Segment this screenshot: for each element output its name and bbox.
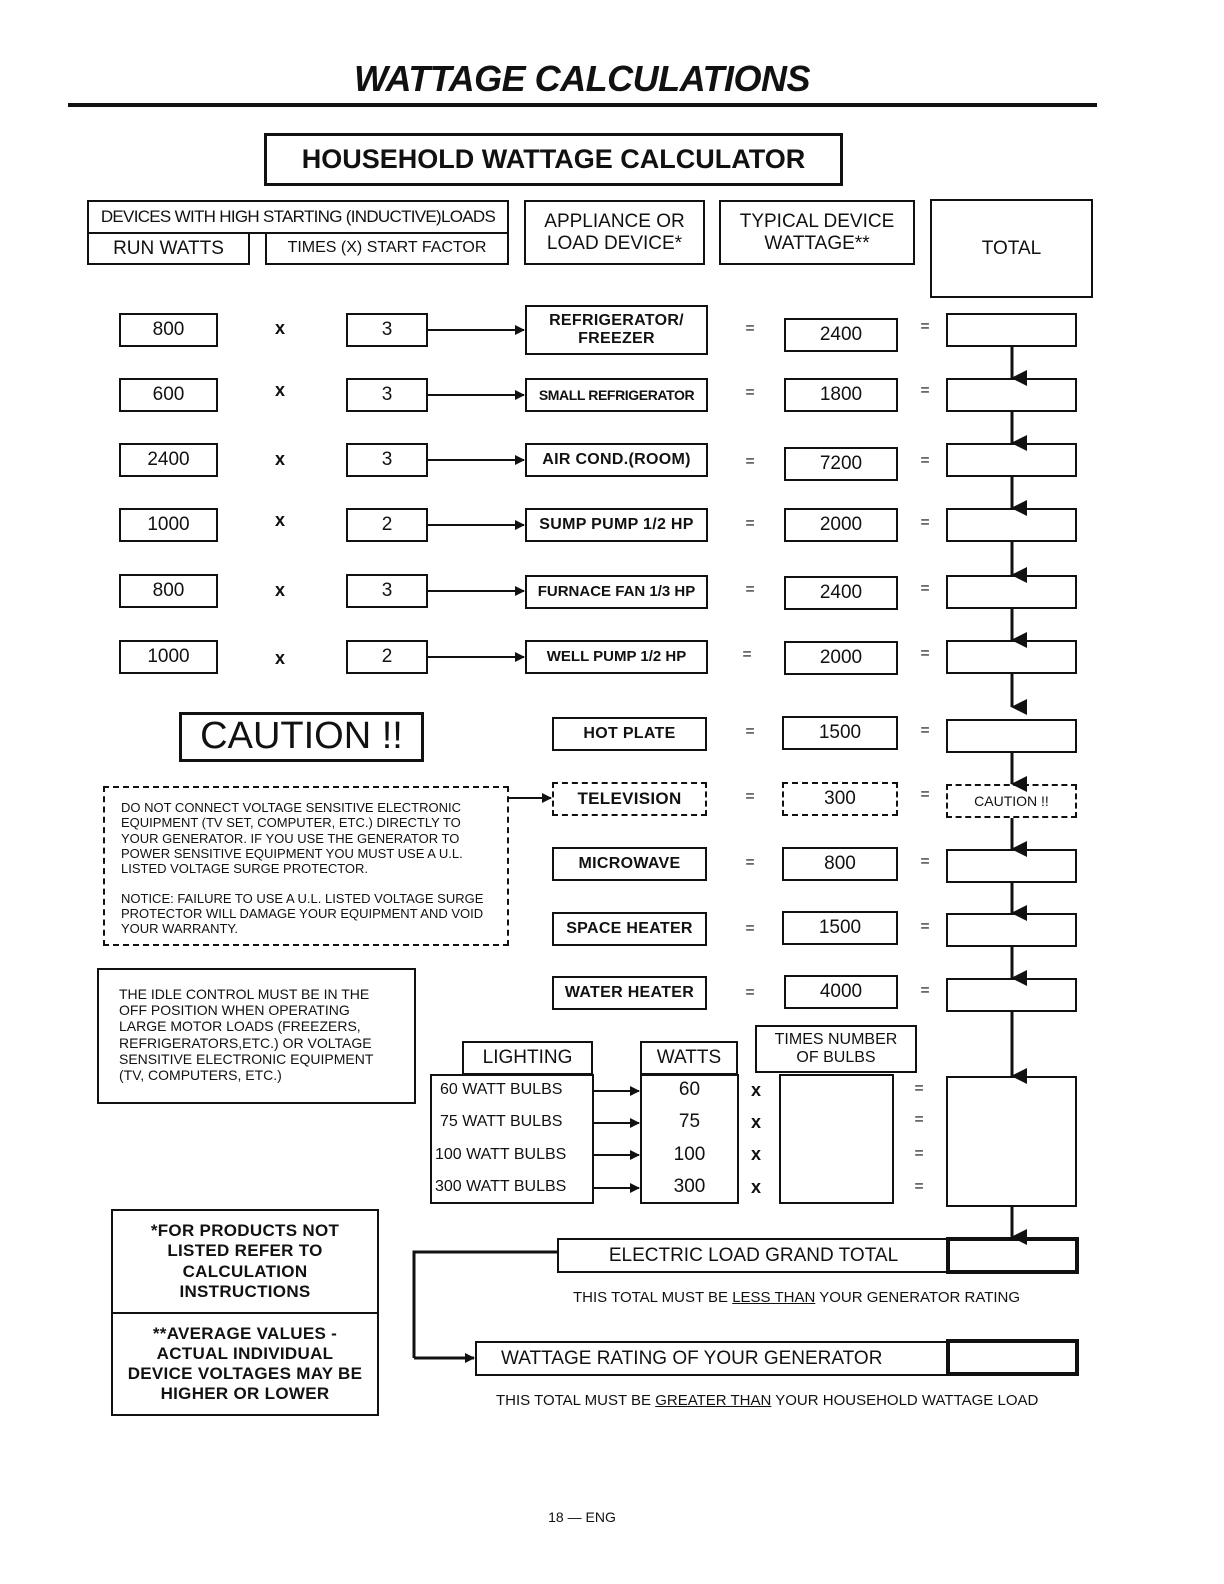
equals-sign: = — [742, 646, 752, 663]
equals-sign: = — [920, 318, 930, 335]
device-label: SUMP PUMP 1/2 HP — [525, 508, 708, 542]
bulb-watts: 100 — [673, 1144, 706, 1165]
equals-sign: = — [745, 723, 755, 740]
bulb-watts: 300 — [673, 1176, 706, 1197]
times-sign: x — [274, 449, 285, 469]
equals-sign: = — [920, 514, 930, 531]
page-number: 18 — ENG — [548, 1509, 616, 1525]
generator-rating-label: WATTAGE RATING OF YOUR GENERATOR — [475, 1341, 950, 1376]
start-factor-value: 3 — [346, 313, 428, 347]
notice-text: NOTICE: FAILURE TO USE A U.L. LISTED VOLTAGE SURGE PROTECTOR WILL DAMAGE YOUR EQUIPMENT AND VOID YOUR WARRANTY. — [121, 890, 484, 937]
times-sign: x — [274, 318, 285, 338]
start-factor-value: 3 — [346, 378, 428, 412]
run-watts-value: 800 — [119, 313, 218, 347]
run-watts-value: 2400 — [119, 443, 218, 477]
times-sign: x — [750, 1144, 761, 1164]
device-label: SMALL REFRIGERATOR — [525, 378, 708, 412]
typical-wattage-header: TYPICAL DEVICE WATTAGE** — [719, 200, 915, 265]
equals-sign: = — [745, 984, 755, 1001]
times-sign: x — [750, 1177, 761, 1197]
device-label: FURNACE FAN 1/3 HP — [525, 575, 708, 609]
start-factor-value: 2 — [346, 508, 428, 542]
lighting-row-label: 60 WATT BULBS — [440, 1081, 563, 1098]
wattage-value: 2000 — [784, 641, 898, 675]
wattage-value: 1800 — [784, 378, 898, 412]
equals-sign: = — [745, 320, 755, 337]
equals-sign: = — [745, 854, 755, 871]
equals-sign: = — [745, 920, 755, 937]
lighting-row-label: 300 WATT BULBS — [435, 1178, 567, 1195]
lighting-row-label: 75 WATT BULBS — [440, 1113, 563, 1130]
bulb-watts: 75 — [678, 1111, 701, 1132]
equals-sign: = — [914, 1145, 924, 1162]
times-sign: x — [274, 580, 285, 600]
start-factor-value: 3 — [346, 443, 428, 477]
calculator-title: HOUSEHOLD WATTAGE CALCULATOR — [264, 133, 843, 186]
equals-sign: = — [745, 453, 755, 470]
equals-sign: = — [920, 786, 930, 803]
device-label-television: TELEVISION — [552, 782, 707, 816]
tv-caution-total: CAUTION !! — [946, 784, 1077, 818]
caution-text: DO NOT CONNECT VOLTAGE SENSITIVE ELECTRONIC EQUIPMENT (TV SET, COMPUTER, ETC.) DIRECTLY TO YOUR GENERATOR. IF YOU USE THE GENERATOR TO POWER SENSITIVE EQUIPMENT YOU MUST USE A U.L. LISTED VOLTAGE SURGE PROTECTOR. — [121, 800, 463, 877]
run-watts-value: 1000 — [119, 508, 218, 542]
equals-sign: = — [920, 722, 930, 739]
lighting-row-label: 100 WATT BULBS — [435, 1146, 567, 1163]
run-watts-value: 800 — [119, 574, 218, 608]
equals-sign: = — [914, 1178, 924, 1195]
device-label-water-heater: WATER HEATER — [552, 976, 707, 1010]
generator-rating-note: THIS TOTAL MUST BE GREATER THAN YOUR HOUSEHOLD WATTAGE LOAD — [496, 1392, 1039, 1409]
equals-sign: = — [920, 982, 930, 999]
times-sign: x — [274, 380, 285, 400]
device-label: WELL PUMP 1/2 HP — [525, 640, 708, 674]
wattage-value: 1500 — [782, 716, 898, 750]
times-sign: x — [750, 1080, 761, 1100]
caution-heading: CAUTION !! — [179, 712, 424, 762]
idle-text: THE IDLE CONTROL MUST BE IN THE OFF POSITION WHEN OPERATING LARGE MOTOR LOADS (FREEZERS, REFRIGERATORS,ETC.) OR VOLTAGE SENSITIVE ELECTRONIC EQUIPMENT (TV, COMPUTERS, ETC.) — [119, 986, 374, 1084]
total-header: TOTAL — [930, 199, 1093, 298]
wattage-value: 7200 — [784, 447, 898, 481]
footnote-average-values: **AVERAGE VALUES - ACTUAL INDIVIDUAL DEVICE VOLTAGES MAY BE HIGHER OR LOWER — [111, 1312, 379, 1416]
device-label: AIR COND.(ROOM) — [525, 443, 708, 477]
wattage-value: 4000 — [784, 975, 898, 1009]
equals-sign: = — [745, 788, 755, 805]
bulb-watts: 60 — [678, 1079, 701, 1100]
equals-sign: = — [914, 1080, 924, 1097]
lighting-header: LIGHTING — [462, 1041, 593, 1075]
times-bulbs-header: TIMES NUMBER OF BULBS — [755, 1025, 917, 1073]
equals-sign: = — [745, 581, 755, 598]
run-watts-value: 1000 — [119, 640, 218, 674]
equals-sign: = — [920, 452, 930, 469]
footnote-not-listed: *FOR PRODUCTS NOT LISTED REFER TO CALCULATION INSTRUCTIONS — [111, 1209, 379, 1314]
wattage-value: 2400 — [784, 576, 898, 610]
page-title: WATTAGE CALCULATIONS — [354, 58, 810, 99]
inductive-loads-header: DEVICES WITH HIGH STARTING (INDUCTIVE)LOADS — [87, 200, 509, 234]
start-factor-header: TIMES (X) START FACTOR — [265, 232, 509, 265]
device-label-space-heater: SPACE HEATER — [552, 912, 707, 946]
device-label-microwave: MICROWAVE — [552, 847, 707, 881]
watts-header: WATTS — [640, 1041, 738, 1075]
equals-sign: = — [920, 853, 930, 870]
grand-total-note: THIS TOTAL MUST BE LESS THAN YOUR GENERATOR RATING — [573, 1289, 1021, 1306]
times-sign: x — [274, 648, 285, 668]
equals-sign: = — [745, 384, 755, 401]
equals-sign: = — [920, 918, 930, 935]
wattage-value: 1500 — [782, 911, 898, 945]
wattage-value: 2400 — [784, 318, 898, 352]
start-factor-value: 2 — [346, 640, 428, 674]
equals-sign: = — [920, 382, 930, 399]
times-sign: x — [274, 510, 285, 530]
device-label-hot-plate: HOT PLATE — [552, 717, 707, 751]
equals-sign: = — [745, 515, 755, 532]
equals-sign: = — [914, 1111, 924, 1128]
run-watts-value: 600 — [119, 378, 218, 412]
wattage-value: 800 — [782, 847, 898, 881]
grand-total-label: ELECTRIC LOAD GRAND TOTAL — [557, 1238, 950, 1273]
equals-sign: = — [920, 645, 930, 662]
times-sign: x — [750, 1112, 761, 1132]
start-factor-value: 3 — [346, 574, 428, 608]
device-label: REFRIGERATOR/ FREEZER — [525, 305, 708, 355]
equals-sign: = — [920, 580, 930, 597]
wattage-value: 300 — [782, 782, 898, 816]
run-watts-header: RUN WATTS — [87, 232, 250, 265]
wattage-value: 2000 — [784, 508, 898, 542]
appliance-header: APPLIANCE OR LOAD DEVICE* — [524, 200, 705, 265]
